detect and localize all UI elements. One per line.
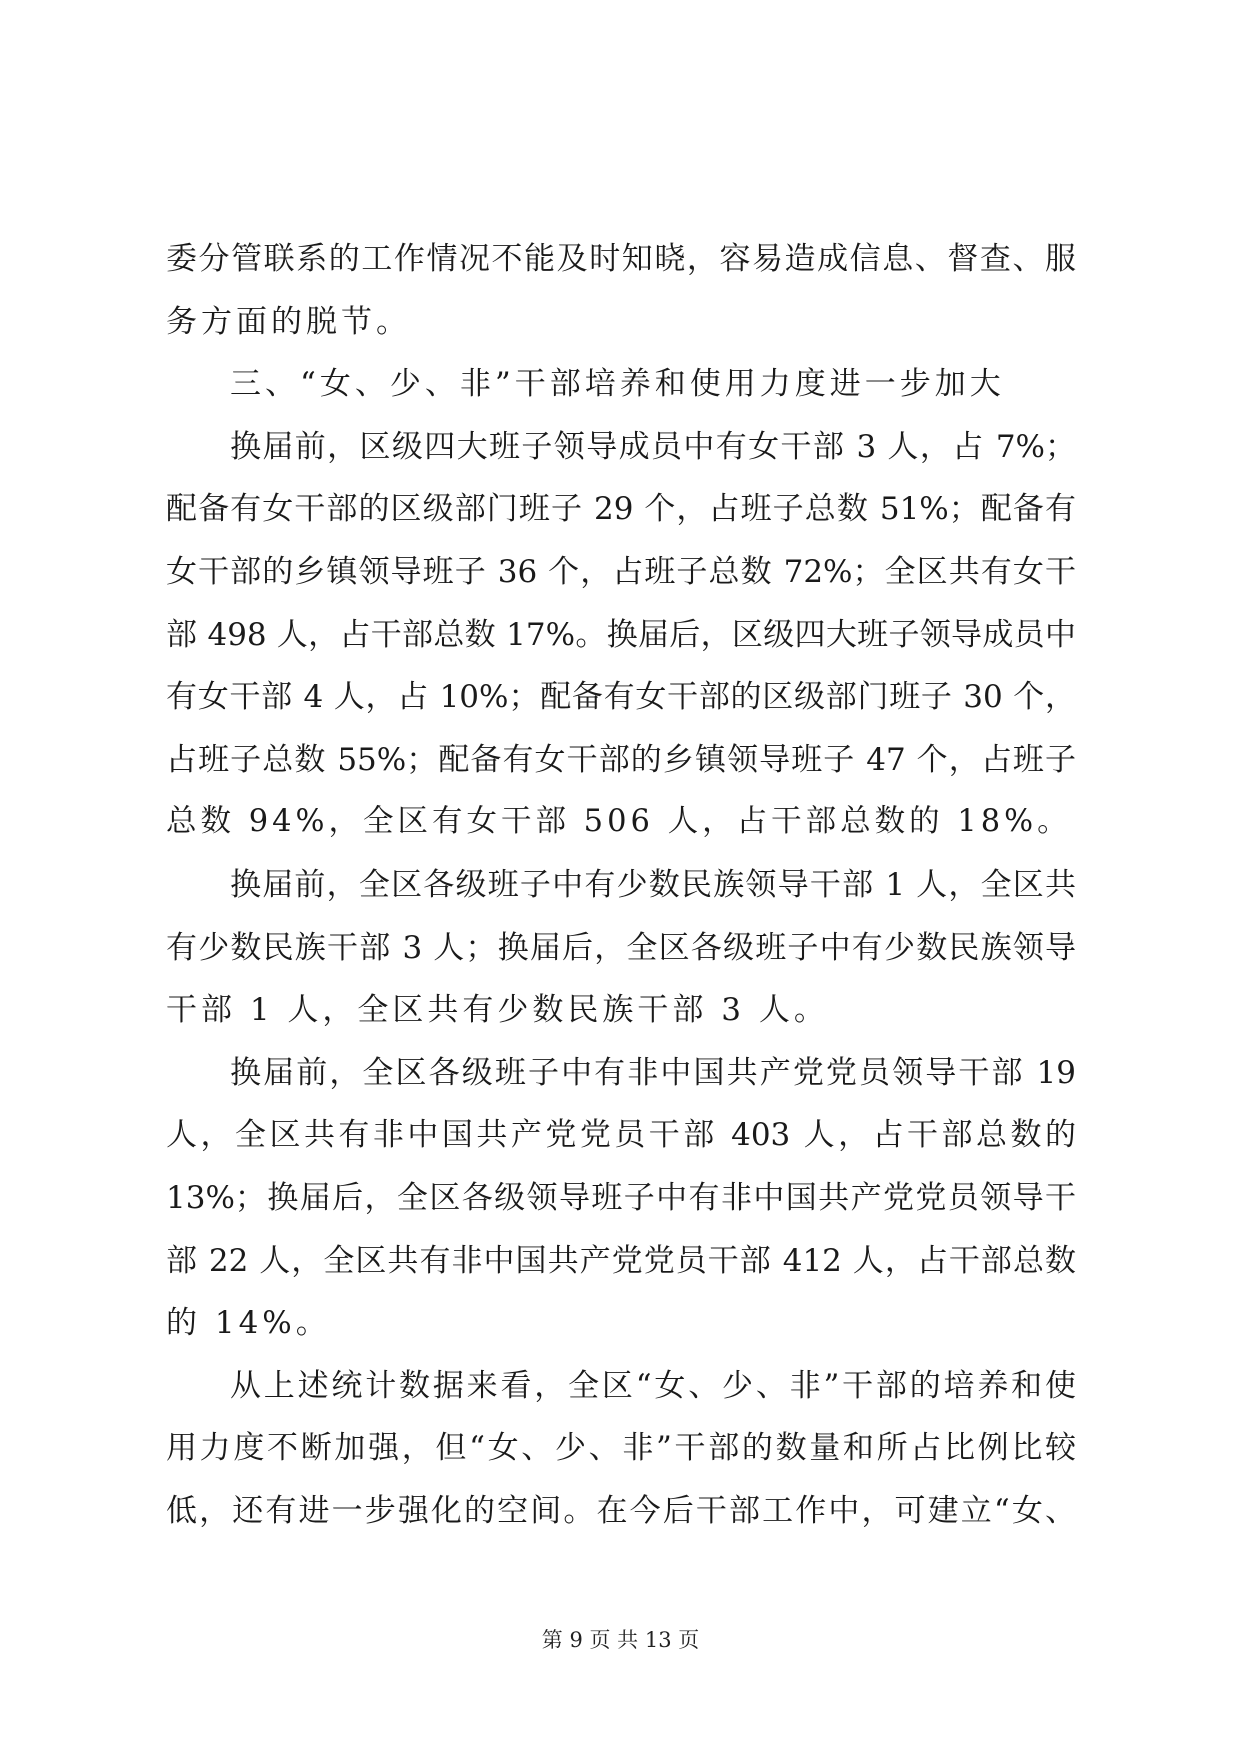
text-line: 换届前，区级四大班子领导成员中有女干部 3 人，占 7%； [230,428,1076,465]
text-line: 有女干部 4 人，占 10%；配备有女干部的区级部门班子 30 个， [166,679,1076,716]
text-line: 委分管联系的工作情况不能及时知晓，容易造成信息、督查、服 [166,241,1076,277]
text-line: 总数 94%，全区有女干部 506 人，占干部总数的 18%。 [166,804,1072,840]
text-line: 有少数民族干部 3 人；换届后，全区各级班子中有少数民族领导 [166,929,1076,966]
text-line: 用力度不断加强，但“女、少、非”干部的数量和所占比例比较 [166,1430,1076,1467]
text-line: 配备有女干部的区级部门班子 29 个，占班子总数 51%；配备有 [166,491,1076,528]
text-line: 务方面的脱节。 [166,303,411,340]
text-line: 部 498 人，占干部总数 17%。换届后，区级四大班子领导成员中 [166,616,1076,653]
text-line: 女干部的乡镇领导班子 36 个，占班子总数 72%；全区共有女干 [166,553,1076,590]
text-line: 13%；换届后，全区各级领导班子中有非中国共产党党员领导干 [166,1179,1076,1216]
section-heading: 三、“女、少、非”干部培养和使用力度进一步加大 [230,366,1005,403]
text-line: 换届前，全区各级班子中有非中国共产党党员领导干部 19 [230,1054,1076,1091]
text-line: 从上述统计数据来看，全区“女、少、非”干部的培养和使 [230,1367,1076,1404]
text-line: 换届前，全区各级班子中有少数民族领导干部 1 人，全区共 [230,866,1076,903]
text-line: 部 22 人，全区共有非中国共产党党员干部 412 人，占干部总数 [166,1242,1076,1279]
document-body [166,228,1076,1542]
text-line: 占班子总数 55%；配备有女干部的乡镇领导班子 47 个，占班子 [166,741,1076,778]
text-line: 低，还有进一步强化的空间。在今后干部工作中，可建立“女、 [166,1492,1076,1529]
page-number: 第 9 页 共 13 页 [541,1628,700,1652]
text-line: 人，全区共有非中国共产党党员干部 403 人，占干部总数的 [166,1117,1076,1154]
text-line: 干部 1 人，全区共有少数民族干部 3 人。 [166,992,829,1029]
text-line: 的 14%。 [166,1305,331,1342]
